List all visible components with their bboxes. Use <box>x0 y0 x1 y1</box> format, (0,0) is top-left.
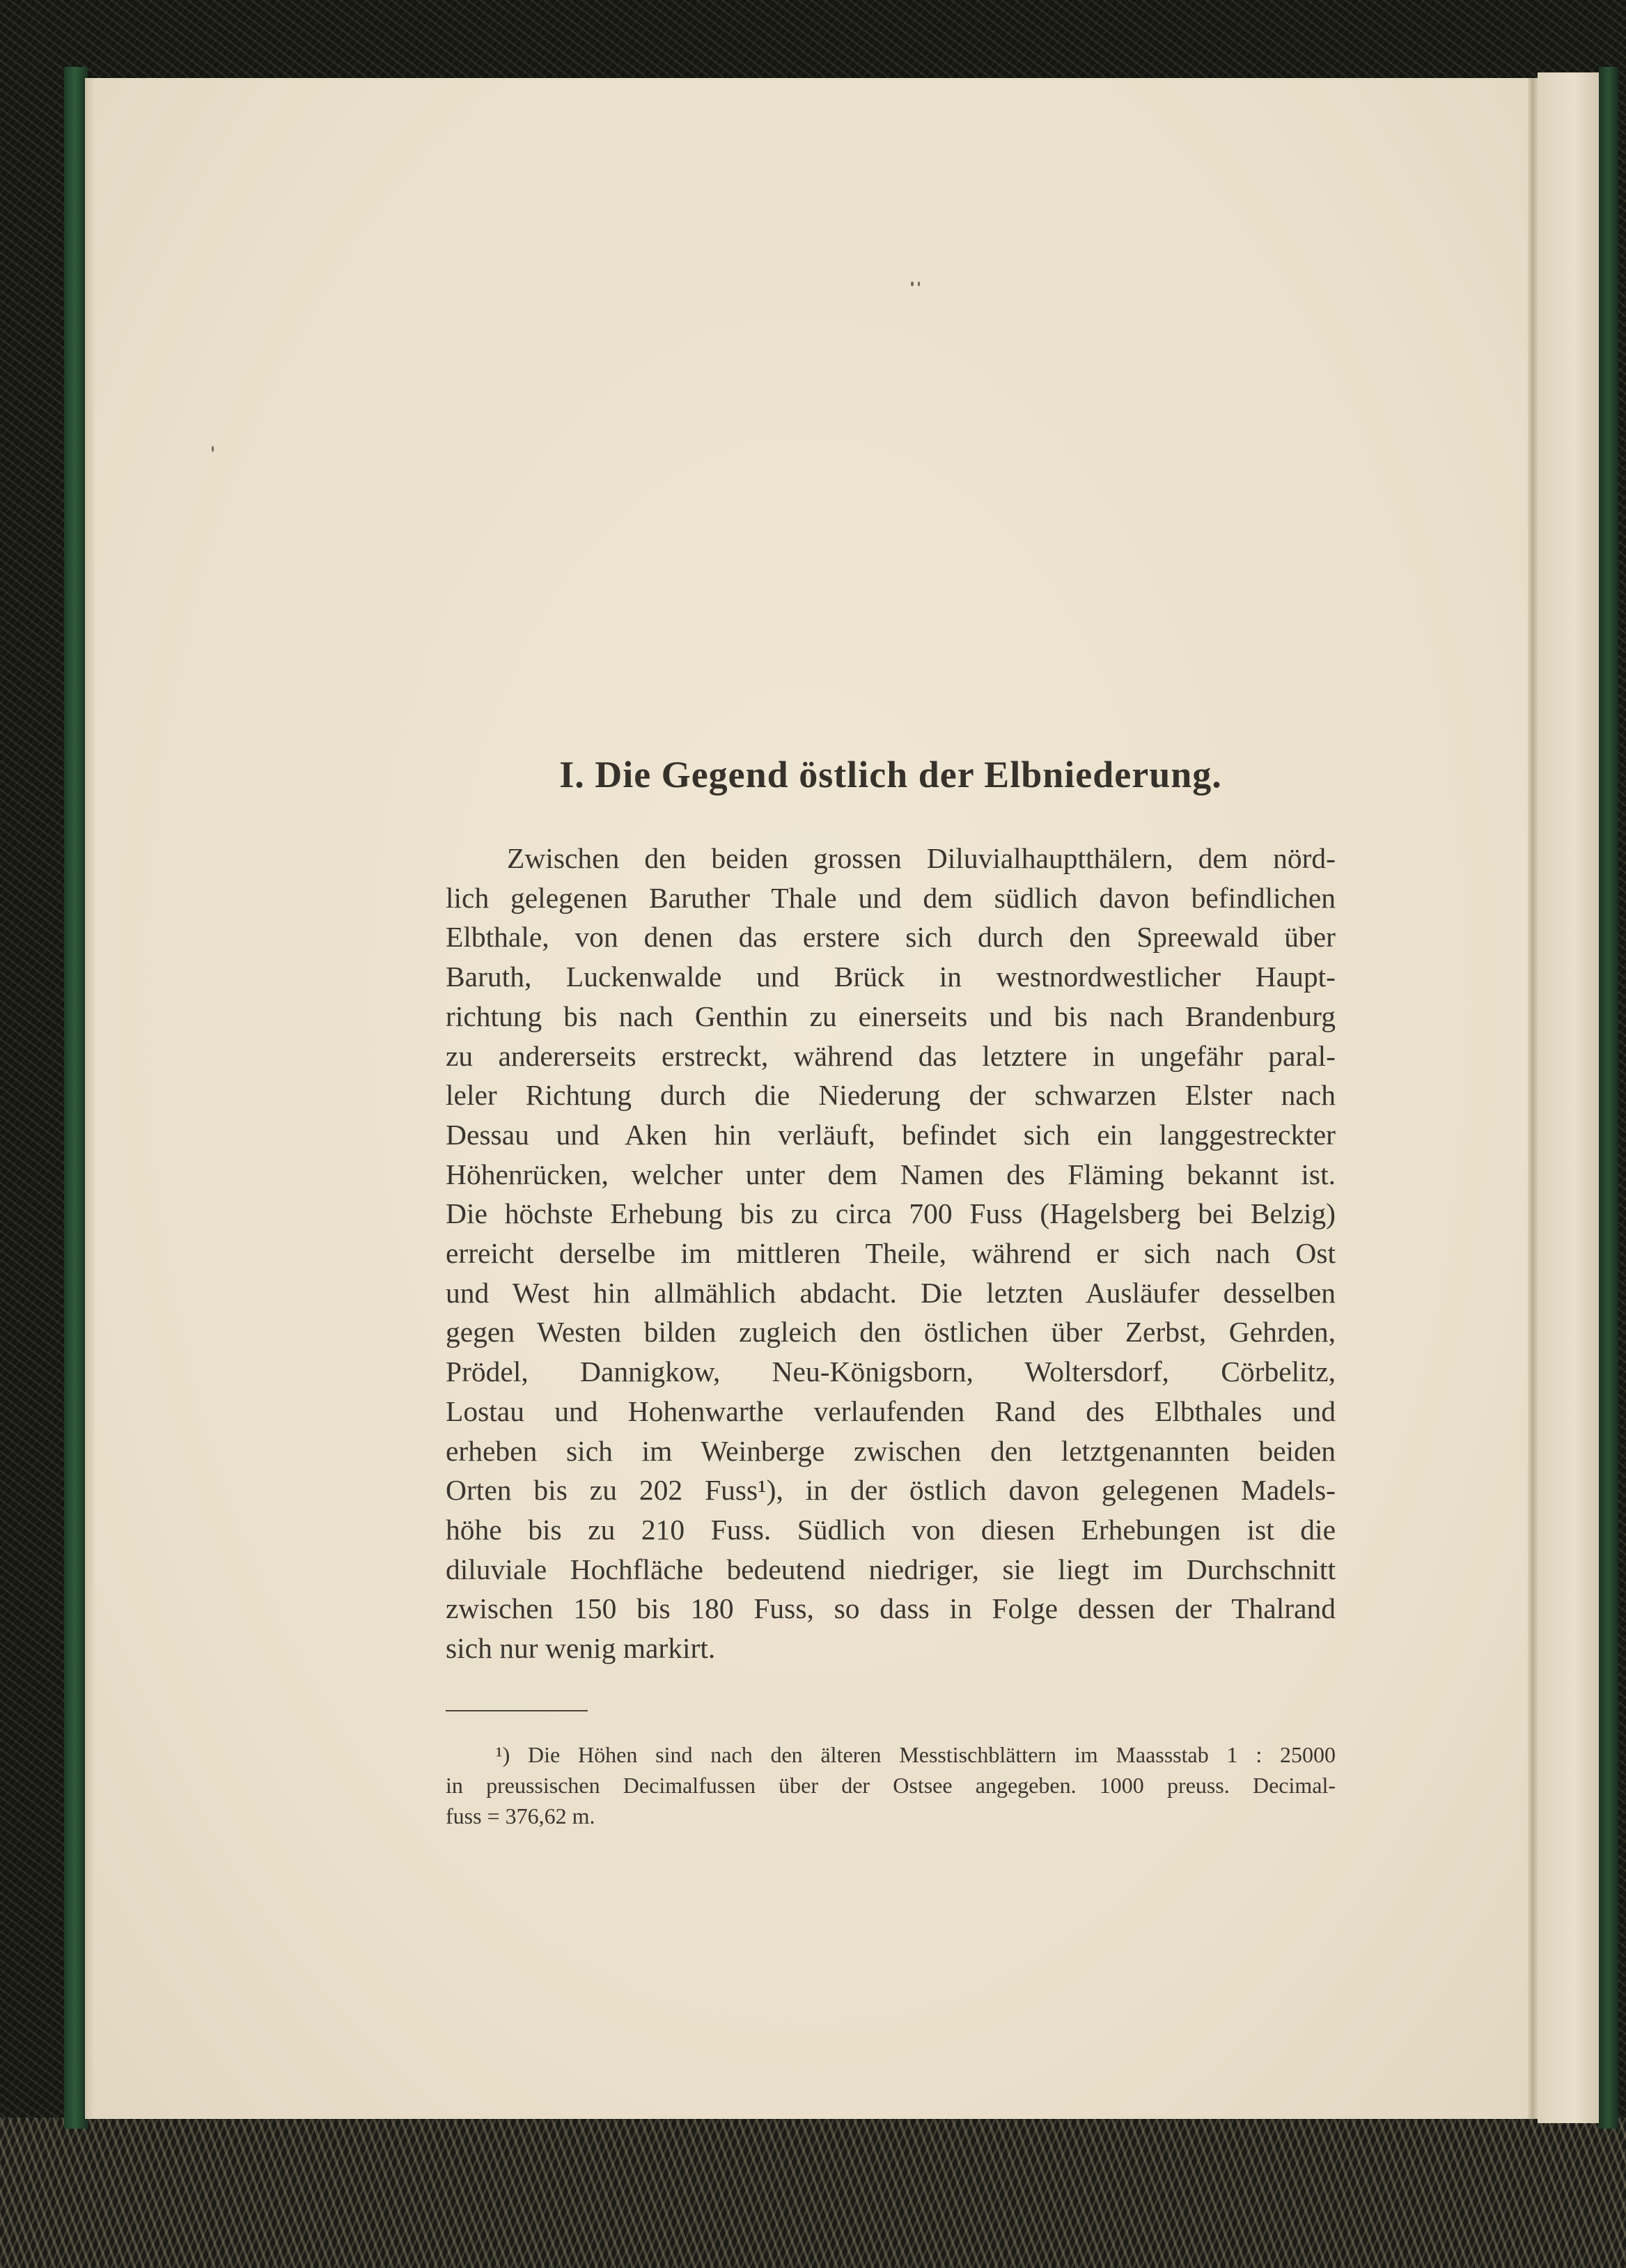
text-column <box>446 752 1336 1831</box>
body-paragraph <box>446 839 1336 1668</box>
body-line: Elbthale, von denen das erstere sich durch den Spreewald über <box>446 921 1336 954</box>
paper-speck <box>212 446 214 452</box>
cover-green-edge-left <box>64 67 88 2129</box>
body-line: zu andererseits erstreckt, während das letztere in ungefähr paral- <box>446 1039 1336 1072</box>
body-line: Die höchste Erhebung bis zu circa 700 Fuss (Hagelsberg bei Belzig) <box>446 1197 1336 1230</box>
body-line: lich gelegenen Baruther Thale und dem südlich davon befindlichen <box>446 881 1336 914</box>
body-line: und West hin allmählich abdacht. Die letzten Ausläufer desselben <box>446 1276 1336 1309</box>
page-gutter <box>1528 78 1538 2119</box>
footnote-line: ¹) Die Höhen sind nach den älteren Messtischblättern im Maassstab 1 : 25000 <box>496 1741 1336 1767</box>
body-line: diluviale Hochfläche bedeutend niedriger, sie liegt im Durchschnitt <box>446 1553 1336 1585</box>
body-line: Baruth, Luckenwalde und Brück in westnordwestlicher Haupt- <box>446 961 1336 993</box>
body-line: erheben sich im Weinberge zwischen den letztgenannten beiden <box>446 1434 1336 1467</box>
cover-green-edge-right <box>1599 67 1618 2129</box>
chapter-title: I. Die Gegend östlich der Elbniederung. <box>559 754 1222 795</box>
footnote-line: in preussischen Decimalfussen über der Ostsee angegeben. 1000 preuss. Decimal- <box>446 1772 1336 1798</box>
body-line: höhe bis zu 210 Fuss. Südlich von diesen Erhebungen ist die <box>446 1513 1336 1546</box>
body-line: erreicht derselbe im mittleren Theile, während er sich nach Ost <box>446 1237 1336 1270</box>
body-line: Orten bis zu 202 Fuss¹), in der östlich davon gelegenen Madels- <box>446 1474 1336 1507</box>
body-line: Lostau und Hohenwarthe verlaufenden Rand des Elbthales und <box>446 1395 1336 1427</box>
adjacent-page-edge <box>1538 72 1599 2123</box>
body-line: Prödel, Dannigkow, Neu-Königsborn, Woltersdorf, Cörbelitz, <box>446 1356 1336 1388</box>
body-line: Höhenrücken, welcher unter dem Namen des Fläming bekannt ist. <box>446 1158 1336 1190</box>
body-line: zwischen 150 bis 180 Fuss, so dass in Folge dessen der Thalrand <box>446 1592 1336 1625</box>
body-line: Zwischen den beiden grossen Diluvialhauptthälern, dem nörd- <box>507 842 1336 874</box>
body-line: richtung bis nach Genthin zu einerseits und bis nach Brandenburg <box>446 1000 1336 1032</box>
body-line: leler Richtung durch die Niederung der schwarzen Elster nach <box>446 1079 1336 1112</box>
paper-speck <box>911 281 914 286</box>
body-line: gegen Westen bilden zugleich den östlichen über Zerbst, Gehrden, <box>446 1316 1336 1349</box>
body-line: Dessau und Aken hin verläuft, befindet sich ein langgestreckter <box>446 1118 1336 1151</box>
footnote-line: fuss = 376,62 m. <box>446 1803 595 1828</box>
book-cover-marbled-edge <box>0 2118 1626 2268</box>
paper-speck <box>918 281 920 286</box>
footnote-divider <box>446 1710 588 1711</box>
page-left-edge <box>85 78 95 2119</box>
body-line: sich nur wenig markirt. <box>446 1632 716 1665</box>
footnote <box>446 1739 1336 1831</box>
